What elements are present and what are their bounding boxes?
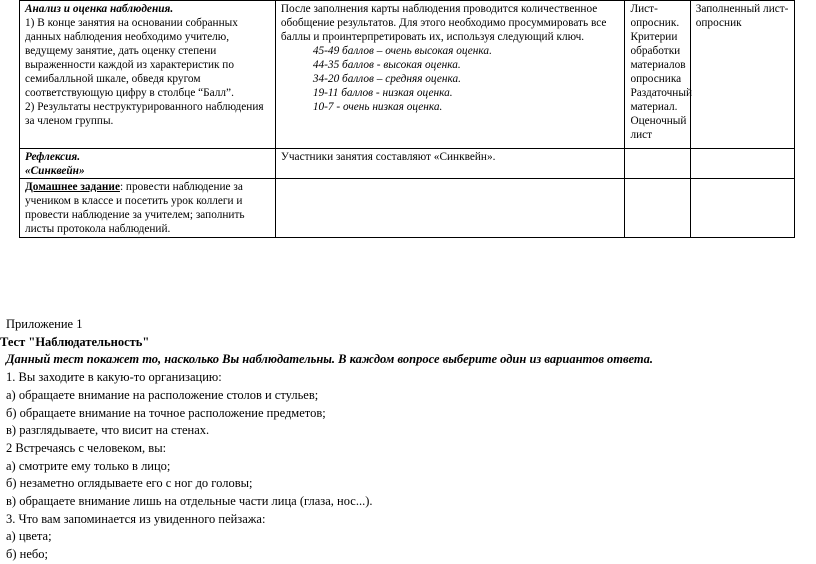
content-text: Участники занятия составляют «Синквейн».: [280, 151, 496, 163]
materials-cell: [625, 179, 690, 238]
stage-subtitle: «Синквейн»: [25, 165, 85, 177]
content-cell: [275, 1, 625, 149]
homework-label: Домашнее задание: [25, 181, 120, 193]
grade-line: 34-20 баллов – средняя оценка.: [312, 73, 461, 85]
homework-text: : провести наблюдение за учеником в классе и посетить урок коллеги и провести наблюдение за учителем; заполнить листы протокола наблюдений.: [25, 181, 245, 235]
stage-paragraph-1: 1) В конце занятия на основании собранных данных наблюдения необходимо учителю, ведущему занятие, дать оценку степени выраженности каждой из характеристик по семибалльной шкале, обведя кругом соответствующую цифру в столбце “Балл”.: [25, 17, 238, 99]
appendix-section: [0, 316, 816, 564]
content-cell: [275, 149, 625, 179]
materials-text: Лист-опросник. Критерии обработки материалов опросника Раздаточный материал. Оценочный лист: [630, 3, 692, 141]
test-intro: Данный тест покажет то, насколько Вы наблюдательны. В каждом вопросе выберите один из вариантов ответа.: [6, 352, 653, 367]
stage-cell: [20, 149, 276, 179]
content-cell: [275, 179, 625, 238]
grade-line: 45-49 баллов – очень высокая оценка.: [312, 45, 492, 57]
stage-cell: [20, 179, 276, 238]
answer-line: в) обращаете внимание лишь на отдельные части лица (глаза, нос...).: [6, 494, 373, 509]
result-cell: [690, 1, 794, 149]
answer-line: а) цвета;: [6, 529, 52, 544]
result-cell: [690, 179, 794, 238]
question-line: 2 Встречаясь с человеком, вы:: [6, 440, 167, 455]
lesson-plan-table: [19, 0, 795, 238]
grade-line: 10-7 - очень низкая оценка.: [312, 101, 443, 113]
answer-line: в) разглядываете, что висит на стенах.: [6, 423, 210, 438]
answer-line: б) незаметно оглядываете его с ног до головы;: [6, 476, 253, 491]
table-row: [20, 1, 795, 149]
grade-line: 44-35 баллов - высокая оценка.: [312, 59, 461, 71]
result-text: Заполненный лист- опросник: [695, 3, 789, 29]
answer-line: б) обращаете внимание на точное расположение предметов;: [6, 405, 326, 420]
result-cell: [690, 149, 794, 179]
question-line: 1. Вы заходите в какую-то организацию:: [6, 370, 222, 385]
answer-line: а) смотрите ему только в лицо;: [6, 458, 171, 473]
content-text: После заполнения карты наблюдения проводится количественное обобщение результатов. Для этого необходимо просуммировать все баллы и проинтерпретировать их, используя следующий ключ.: [280, 3, 607, 43]
answer-line: а) обращаете внимание на расположение столов и стульев;: [6, 387, 319, 402]
stage-title: Анализ и оценка наблюдения.: [25, 3, 174, 15]
materials-cell: [625, 1, 690, 149]
table-row: [20, 149, 795, 179]
stage-cell: [20, 1, 276, 149]
appendix-label: Приложение 1: [6, 317, 83, 331]
table-row: [20, 179, 795, 238]
stage-title: Рефлексия.: [25, 151, 81, 163]
test-title: Тест "Наблюдательность": [0, 334, 150, 349]
stage-paragraph-2: 2) Результаты неструктурированного наблюдения за членом группы.: [25, 101, 264, 127]
answer-line: б) небо;: [6, 547, 48, 562]
grade-line: 19-11 баллов - низкая оценка.: [312, 87, 453, 99]
materials-cell: [625, 149, 690, 179]
question-line: 3. Что вам запоминается из увиденного пейзажа:: [6, 511, 266, 526]
